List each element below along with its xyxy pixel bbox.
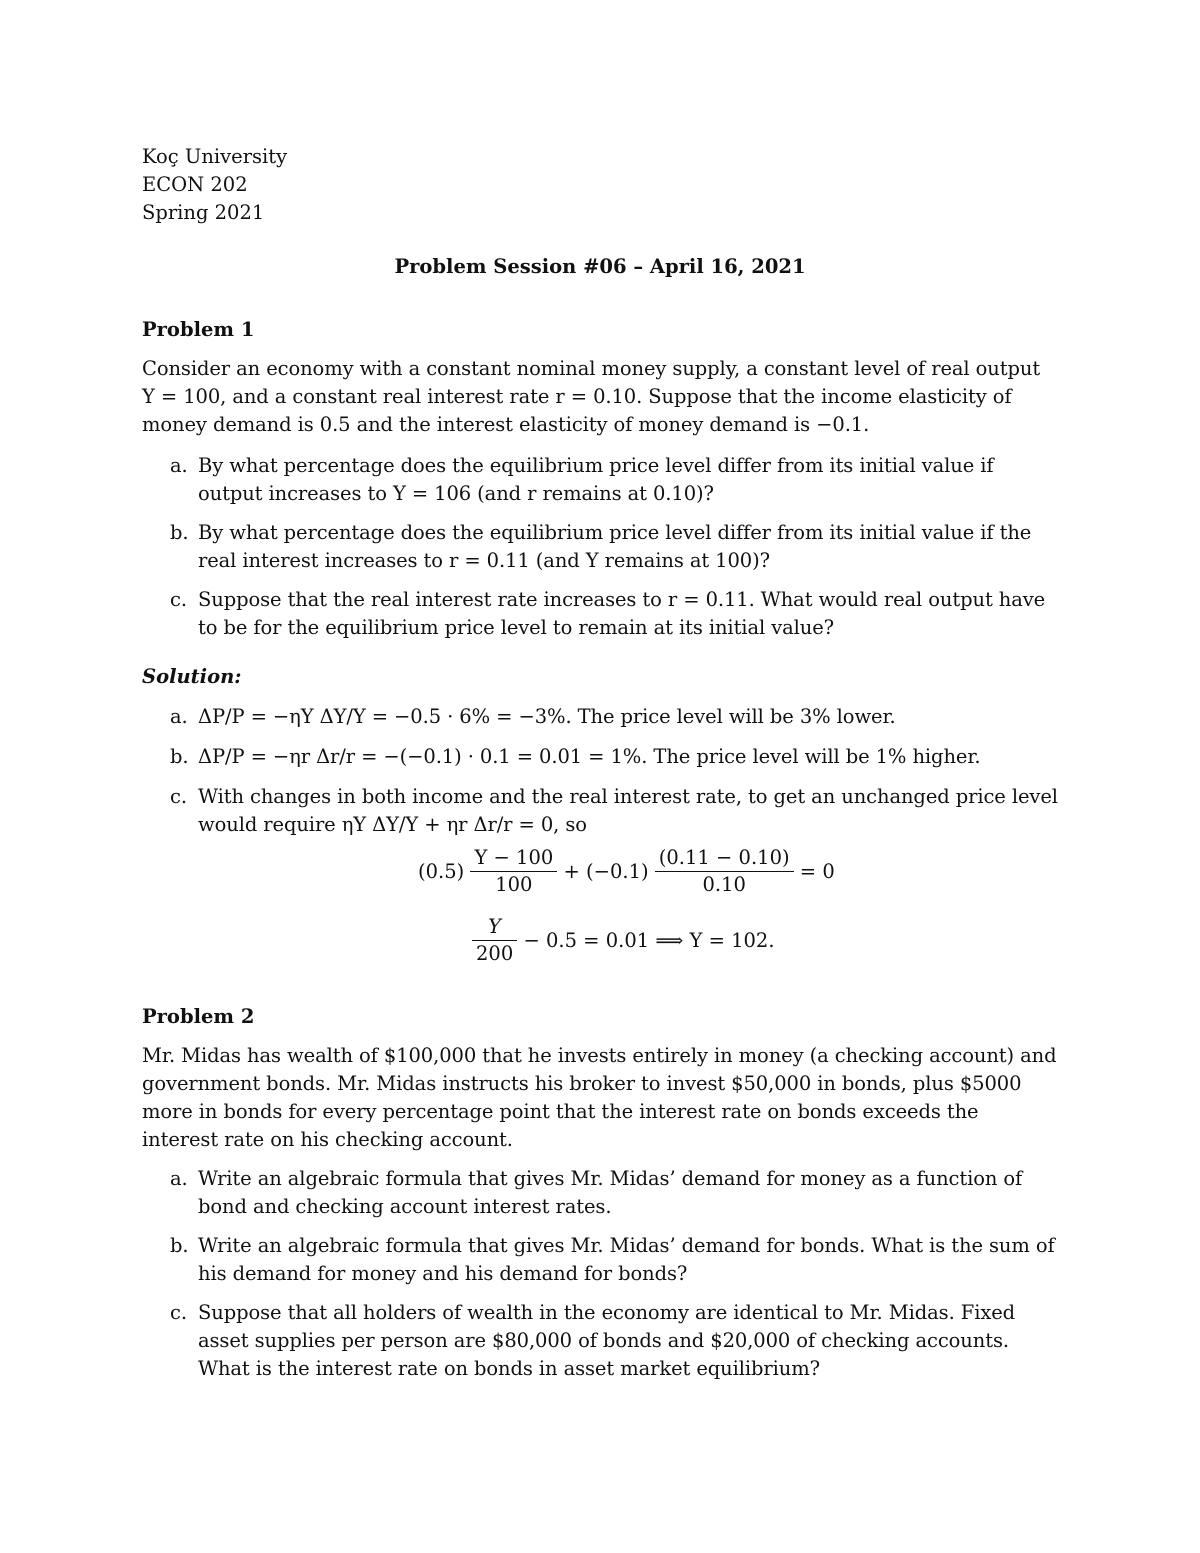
eq1-fraction-2: [655, 845, 794, 898]
eq1-denominator-2: 0.10: [702, 873, 746, 896]
solution-item-c: [170, 783, 1060, 839]
item-label: b.: [170, 521, 189, 544]
problem-2-heading: Problem 2: [142, 1005, 255, 1028]
eq1-coef: (0.5): [418, 860, 465, 883]
eq1-numerator-1: Y − 100: [470, 845, 557, 872]
problem-2-intro: Mr. Midas has wealth of $100,000 that he invests entirely in money (a checking account) and government bonds. Mr. Midas instructs his broker to invest $50,000 in bonds, plus $5000 more in bonds for every percentage point that the interest rate on bonds exceeds the interest rate on his checking account.: [142, 1044, 1057, 1151]
item-text: ΔP/P = −ηY ΔY/Y = −0.5 · 6% = −3%. The price level will be 3% lower.: [198, 705, 896, 728]
problem-2-item-a: [170, 1165, 1060, 1221]
item-label: b.: [170, 1234, 189, 1257]
problem-2-item-c: [170, 1299, 1060, 1383]
university-name: Koç University: [142, 145, 288, 168]
page-title: Problem Session #06 – April 16, 2021: [394, 255, 806, 278]
item-text: Write an algebraic formula that gives Mr. Midas’ demand for money as a function of bond and checking account interest rates.: [198, 1167, 1023, 1218]
eq1-fraction-1: [470, 845, 557, 898]
problem-1-item-a: [170, 452, 1060, 508]
eq1-numerator-2: (0.11 − 0.10): [655, 845, 794, 872]
eq1-plus: + (−0.1): [563, 860, 649, 883]
item-label: b.: [170, 745, 189, 768]
problem-1-heading: Problem 1: [142, 318, 255, 341]
item-text: By what percentage does the equilibrium price level differ from its initial value if the real interest increases to r = 0.11 (and Y remains at 100)?: [198, 521, 1032, 572]
eq1-denominator-1: 100: [495, 873, 533, 896]
item-text: Suppose that all holders of wealth in the economy are identical to Mr. Midas. Fixed asset supplies per person are $80,000 of bonds and $20,000 of checking accounts. What is the interest rate on bonds in asset market equilibrium?: [198, 1301, 1016, 1380]
equation-2: [472, 914, 775, 967]
solution-item-b: [170, 743, 1060, 771]
item-text: Suppose that the real interest rate increases to r = 0.11. What would real output have to be for the equilibrium price level to remain at its initial value?: [198, 588, 1046, 639]
item-text: Write an algebraic formula that gives Mr. Midas’ demand for bonds. What is the sum of his demand for money and his demand for bonds?: [198, 1234, 1055, 1285]
problem-1-item-c: [170, 586, 1060, 642]
solution-heading: Solution:: [142, 665, 242, 688]
item-label: c.: [170, 588, 187, 611]
item-label: c.: [170, 1301, 187, 1324]
problem-1-intro: Consider an economy with a constant nominal money supply, a constant level of real output Y = 100, and a constant real interest rate r = 0.10. Suppose that the income elasticity of money demand is 0.5 and the interest elasticity of money demand is −0.1.: [142, 357, 1041, 436]
problem-2-item-b: [170, 1232, 1060, 1288]
item-label: c.: [170, 785, 187, 808]
item-label: a.: [170, 454, 188, 477]
item-text: ΔP/P = −ηr Δr/r = −(−0.1) · 0.1 = 0.01 = 1%. The price level will be 1% higher.: [198, 745, 981, 768]
eq1-rhs: = 0: [799, 860, 835, 883]
item-text: By what percentage does the equilibrium price level differ from its initial value if output increases to Y = 106 (and r remains at 0.10)?: [198, 454, 994, 505]
eq2-numerator: Y: [472, 914, 517, 941]
solution-item-a: [170, 703, 1060, 731]
eq2-rest: − 0.5 = 0.01 ⟹ Y = 102.: [523, 929, 775, 952]
equation-1: [418, 845, 835, 898]
course-code: ECON 202: [142, 173, 248, 196]
item-text: With changes in both income and the real interest rate, to get an unchanged price level would require ηY ΔY/Y + ηr Δr/r = 0, so: [198, 785, 1058, 836]
eq2-fraction: [472, 914, 517, 967]
eq2-denominator: 200: [476, 942, 514, 965]
item-label: a.: [170, 1167, 188, 1190]
term: Spring 2021: [142, 201, 265, 224]
item-label: a.: [170, 705, 188, 728]
problem-1-item-b: [170, 519, 1060, 575]
